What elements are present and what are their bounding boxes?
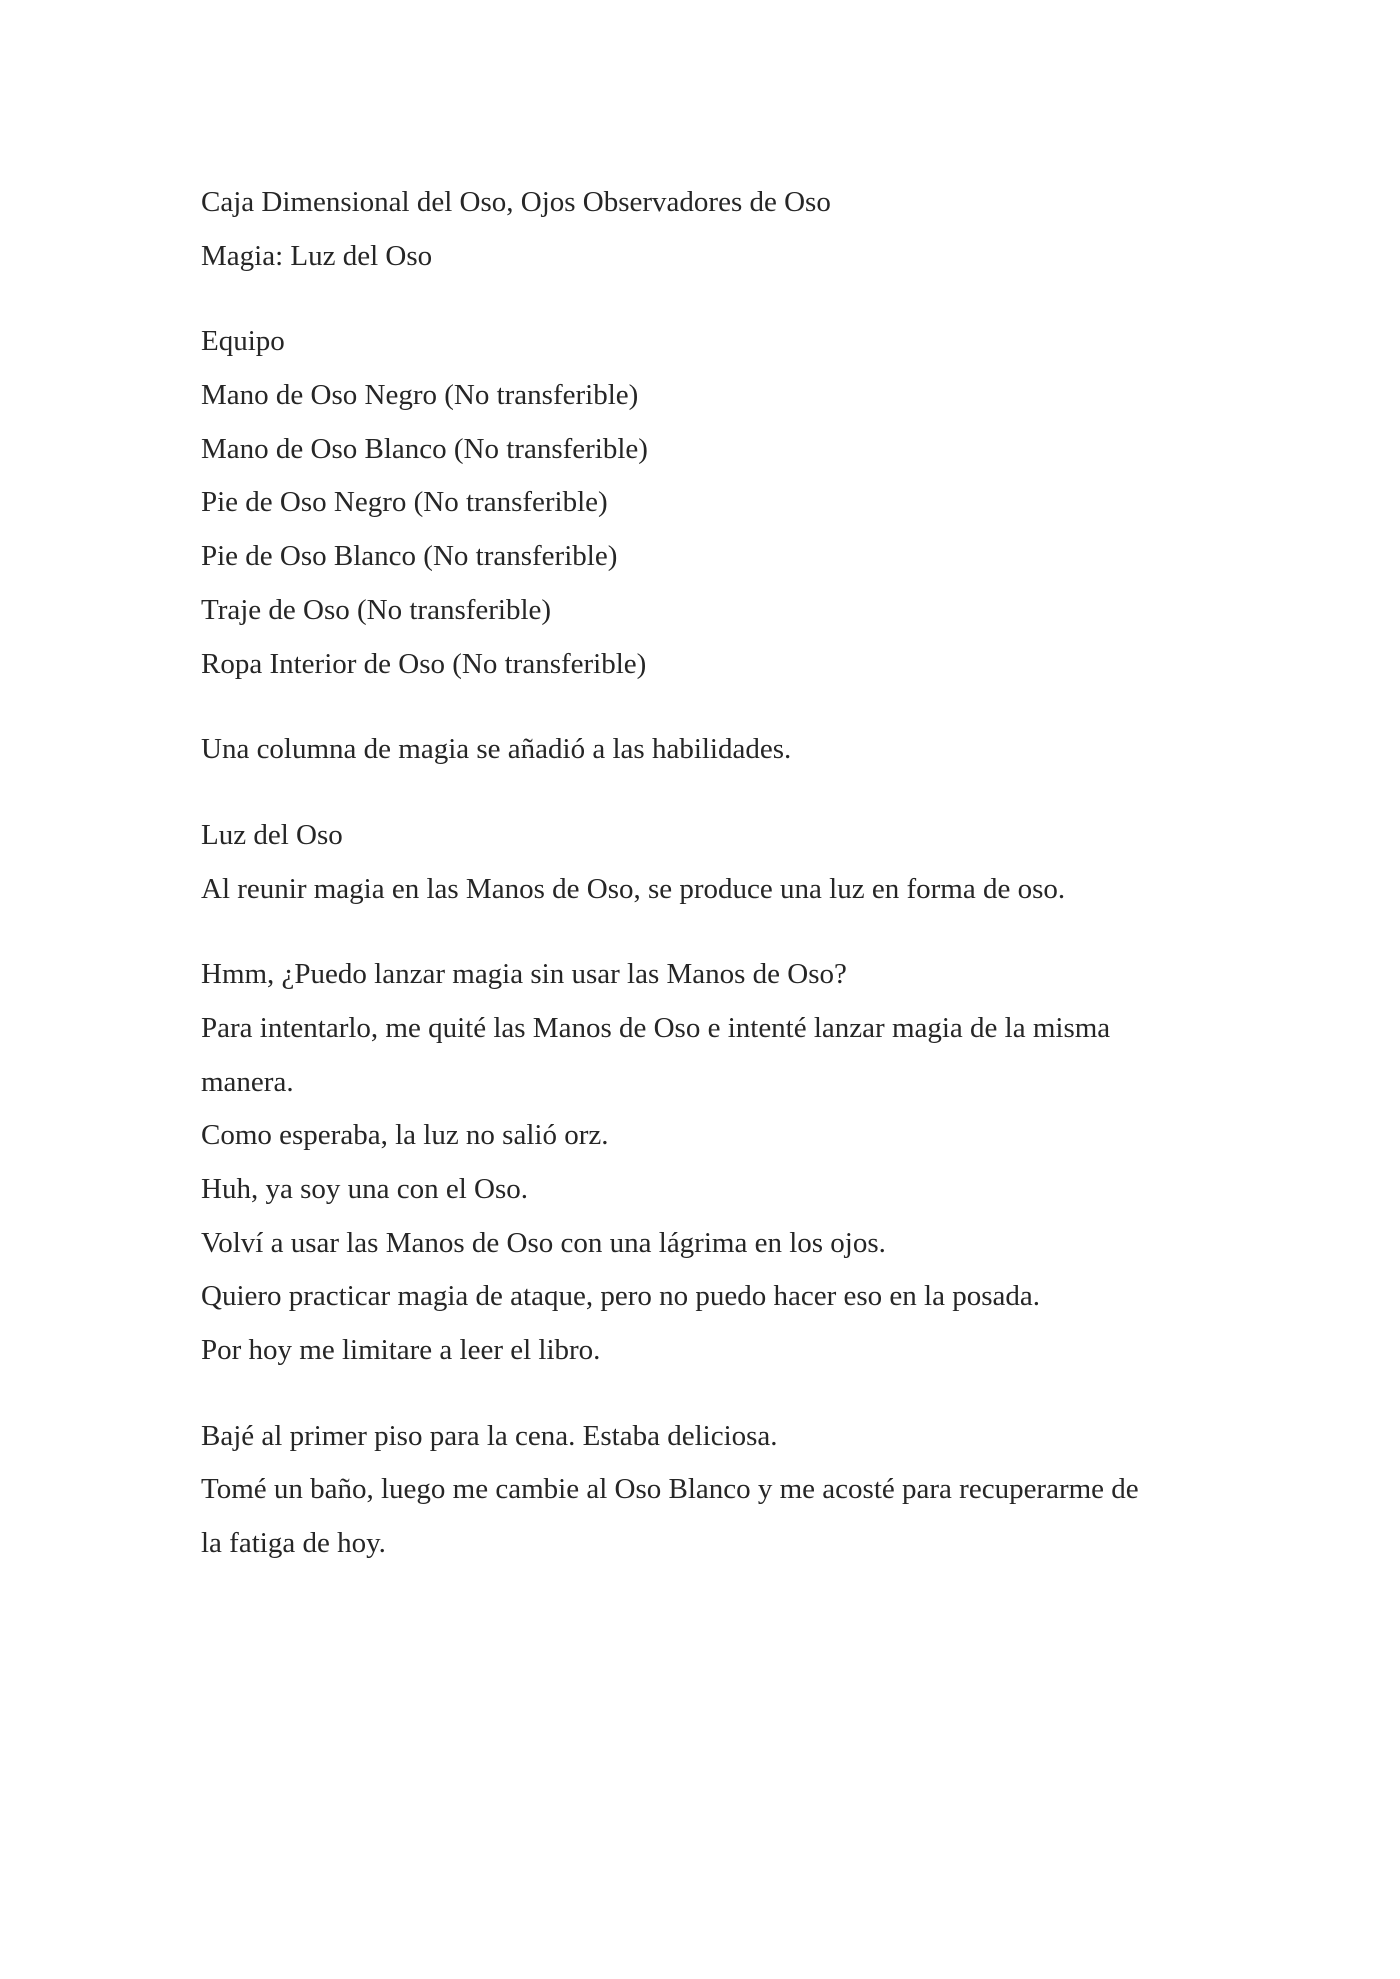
- list-item: Mano de Oso Negro (No transferible): [201, 379, 639, 412]
- text-line: Volví a usar las Manos de Oso con una lágrima en los ojos.: [201, 1226, 886, 1259]
- text-line: Por hoy me limitare a leer el libro.: [201, 1334, 601, 1367]
- list-item: Traje de Oso (No transferible): [201, 593, 552, 626]
- paragraph-bear-light: [201, 809, 1201, 916]
- text-line: Hmm, ¿Puedo lanzar magia sin usar las Manos de Oso?: [201, 958, 847, 991]
- text-line: Caja Dimensional del Oso, Ojos Observadores de Oso: [201, 186, 831, 218]
- paragraph-magic-column: [201, 723, 1201, 777]
- paragraph-dinner: [201, 1410, 1201, 1571]
- text-line: Como esperaba, la luz no salió orz.: [201, 1119, 609, 1152]
- list-item: Mano de Oso Blanco (No transferible): [201, 432, 648, 465]
- text-line: Para intentarlo, me quité las Manos de Oso e intenté lanzar magia de la misma: [201, 1011, 1111, 1044]
- text-line: Quiero practicar magia de ataque, pero no puedo hacer eso en la posada.: [201, 1280, 1041, 1313]
- text-line: Huh, ya soy una con el Oso.: [201, 1173, 529, 1205]
- section-heading: Equipo: [201, 325, 285, 358]
- text-line: la fatiga de hoy.: [201, 1527, 386, 1560]
- list-item: Pie de Oso Negro (No transferible): [201, 486, 608, 519]
- paragraph-experiment: [201, 948, 1201, 1378]
- section-heading: Luz del Oso: [201, 818, 343, 851]
- list-item: Pie de Oso Blanco (No transferible): [201, 540, 618, 573]
- text-line: manera.: [201, 1065, 294, 1098]
- text-line: Bajé al primer piso para la cena. Estaba deliciosa.: [201, 1419, 778, 1452]
- paragraph-equipment: [201, 315, 1201, 691]
- paragraph-skills: [201, 176, 1201, 283]
- list-item: Ropa Interior de Oso (No transferible): [201, 647, 647, 680]
- text-line: Magia: Luz del Oso: [201, 239, 433, 272]
- document-body: [201, 176, 1201, 1571]
- text-line: Tomé un baño, luego me cambie al Oso Blanco y me acosté para recuperarme de: [201, 1473, 1139, 1506]
- text-line: Una columna de magia se añadió a las habilidades.: [201, 733, 792, 766]
- text-line: Al reunir magia en las Manos de Oso, se produce una luz en forma de oso.: [201, 872, 1066, 905]
